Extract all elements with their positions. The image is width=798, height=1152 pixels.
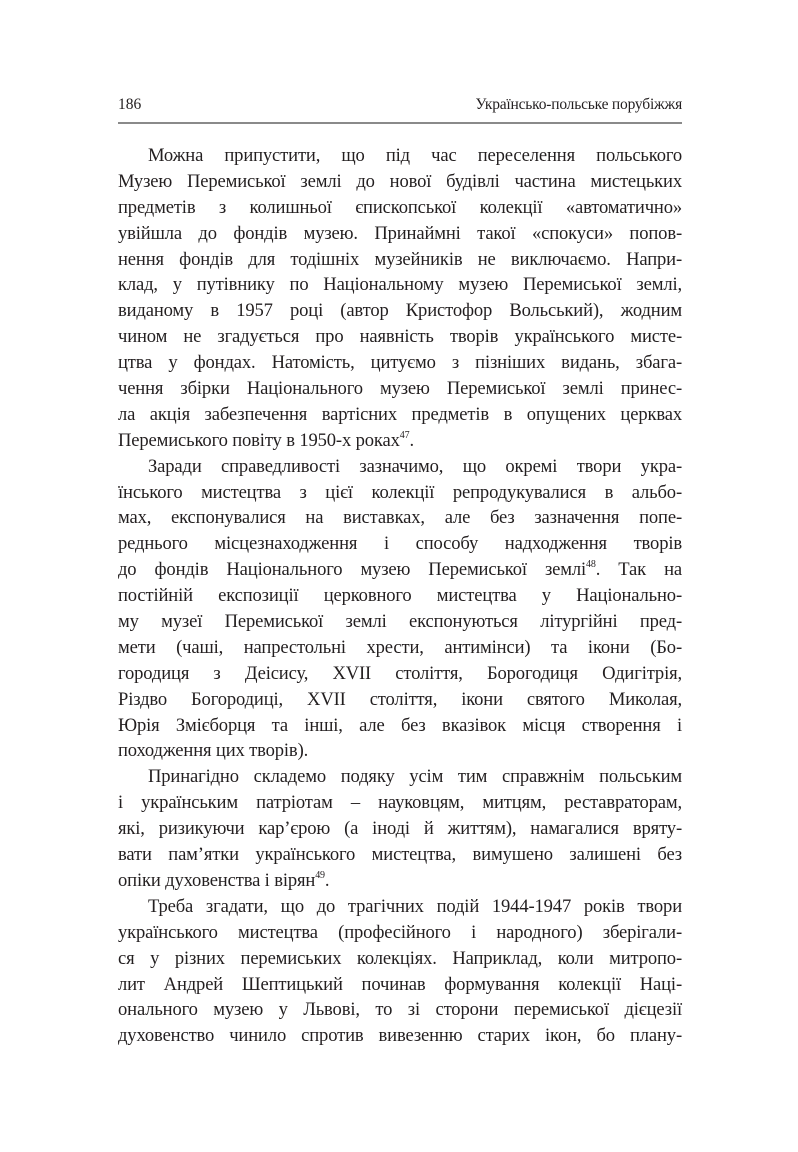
text-line: ся у різних перемиських колекціях. Наприклад, коли митропо- — [118, 947, 682, 969]
text-line: цтва у фондах. Натомість, цитуємо з пізніших видань, збага- — [118, 352, 682, 374]
text-line: мах, експонувалися на виставках, але без зазначення попе- — [118, 507, 682, 529]
text-line — [118, 868, 682, 894]
paragraph — [118, 454, 682, 765]
paragraph — [118, 894, 682, 1049]
footnote-ref[interactable]: 47 — [399, 429, 410, 441]
text-line: духовенство чинило спротив вивезенню старих ікон, бо плану- — [118, 1025, 682, 1047]
page-number: 186 — [118, 96, 142, 113]
text-line: чення збірки Національного музею Перемиської землі принес- — [118, 378, 682, 400]
text-line: вати пам’ятки українського мистецтва, вимушено залишені без — [118, 844, 682, 866]
text-span: . — [324, 869, 330, 891]
paragraph — [118, 764, 682, 893]
text-line: постійній експозиції церковного мистецтва у Національно- — [118, 585, 682, 607]
text-line: увійшла до фондів музею. Принаймні такої «спокуси» попов- — [118, 222, 682, 244]
text-line: Треба згадати, що до трагічних подій 1944-1947 років твори — [148, 895, 682, 917]
text-line: предметів з колишньої єпископської колекції «автоматично» — [118, 196, 682, 218]
text-span: опіки духовенства і вірян — [118, 869, 316, 891]
text-line: Юрія Змієборця та інші, але без вказівок місця створення і — [118, 714, 682, 736]
text-line — [118, 557, 682, 583]
text-span: . — [409, 429, 414, 451]
text-line: му музеї Перемиської землі експонуються літургійні пред- — [118, 611, 682, 633]
text-span: Перемиського повіту в 1950-х роках — [118, 429, 400, 451]
running-header — [118, 96, 682, 118]
text-line: чином не згадується про наявність творів українського мисте- — [118, 326, 682, 348]
text-line: походження цих творів). — [118, 740, 309, 762]
text-line: Різдво Богородиці, XVII століття, ікони святого Миколая, — [118, 688, 682, 710]
text-line: Можна припустити, що під час переселення польського — [148, 145, 682, 166]
text-line: клад, у путівнику по Національному музею Перемиської землі, — [118, 274, 682, 296]
footnote-ref[interactable]: 48 — [586, 559, 596, 571]
text-line — [118, 428, 682, 454]
text-span: до фондів Національного музею Перемиської землі — [118, 559, 587, 581]
text-line: нення фондів для тодішніх музейників не виключаємо. Напри- — [118, 248, 682, 270]
text-line: реднього місцезнаходження і способу надходження творів — [118, 533, 682, 555]
text-line: городиця з Деісису, XVII століття, Борогодиця Одигітрія, — [118, 662, 682, 684]
text-line: українського мистецтва (професійного і народного) зберігали- — [118, 921, 682, 943]
text-line: Музею Перемиської землі до нової будівлі частина мистецьких — [118, 170, 682, 192]
text-line: які, ризикуючи кар’єрою (а іноді й життям), намагалися вряту- — [118, 818, 682, 840]
header-rule — [118, 122, 682, 124]
running-title: Українсько-польське порубіжжя — [475, 96, 682, 113]
text-line: і українським патріотам – науковцям, митцям, реставраторам, — [118, 792, 682, 814]
footnote-ref[interactable]: 49 — [315, 869, 325, 881]
text-line: їнського мистецтва з цієї колекції репродукувалися в альбо- — [118, 481, 682, 503]
paragraph — [118, 143, 682, 454]
text-line: ла акція забезпечення вартісних предметів в опущених церквах — [118, 403, 682, 425]
text-line: Заради справедливості зазначимо, що окремі твори укра- — [148, 455, 682, 477]
text-line: онального музею у Львові, то зі сторони перемиської дієцезії — [118, 999, 682, 1021]
text-line: лит Андрей Шептицький починав формування колекції Наці- — [118, 973, 682, 995]
body-text — [118, 143, 682, 1049]
text-span: . Так на — [595, 559, 682, 581]
text-line: мети (чаші, напрестольні хрести, антимінси) та ікони (Бо- — [118, 636, 682, 658]
text-line: виданому в 1957 році (автор Кристофор Вольський), жодним — [118, 300, 682, 322]
text-line: Принагідно складемо подяку усім тим справжнім польським — [148, 766, 682, 788]
